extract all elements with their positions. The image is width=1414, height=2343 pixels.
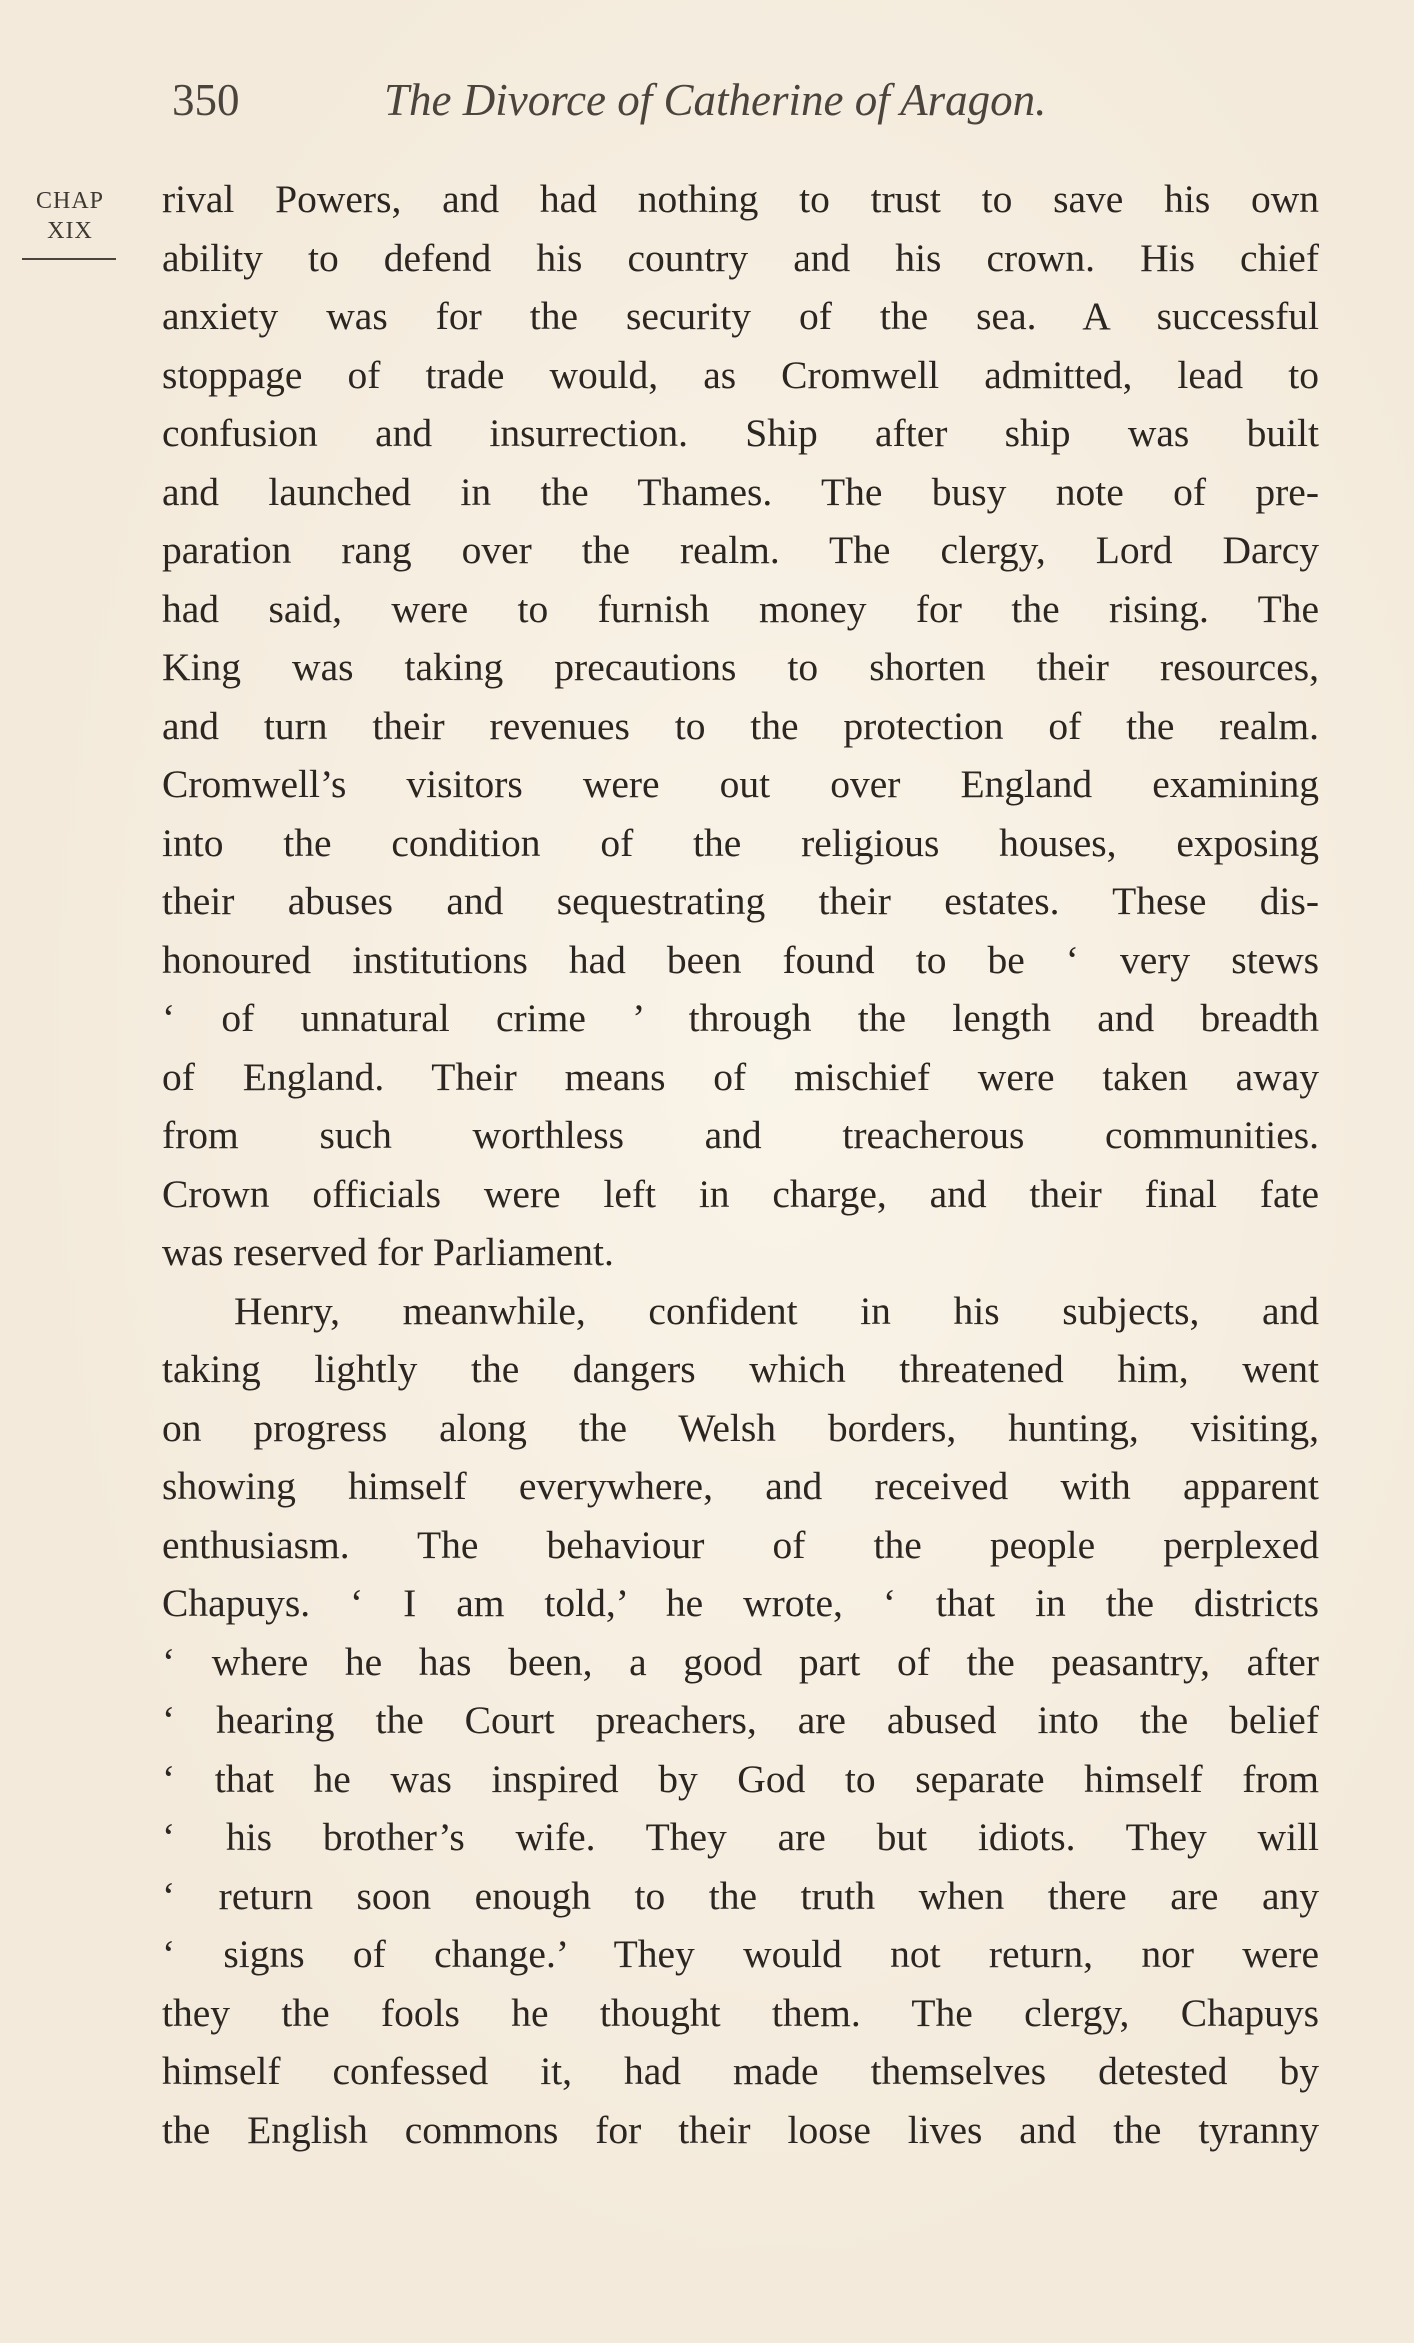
text-line: taking lightly the dangers which threatened him, went: [162, 1347, 1319, 1391]
paragraph-end-line: was reserved for Parliament.: [162, 1230, 614, 1274]
margin-rule: [22, 258, 116, 260]
text-line: honoured institutions had been found to be ‘ very stews: [162, 937, 1319, 982]
text-line: Crown officials were left in charge, and their final fate: [162, 1171, 1319, 1216]
text-line: and launched in the Thames. The busy note of pre-: [162, 469, 1319, 514]
chapter-margin-note: [22, 186, 118, 260]
body-text: [162, 170, 1319, 2159]
text-line: on progress along the Welsh borders, hunting, visiting,: [162, 1405, 1319, 1450]
running-head: [172, 60, 1132, 140]
text-line: they the fools he thought them. The clergy, Chapuys: [162, 1990, 1319, 2035]
text-line: their abuses and sequestrating their estates. These dis-: [162, 879, 1319, 923]
text-line: ‘ hearing the Court preachers, are abused into the belief: [162, 1698, 1319, 1742]
text-line: rival Powers, and had nothing to trust to save his own: [162, 177, 1319, 221]
text-line: the English commons for their loose lives and the tyranny: [162, 2107, 1319, 2152]
text-line: ‘ of unnatural crime ’ through the length and breadth: [162, 996, 1319, 1040]
text-line: had said, were to furnish money for the rising. The: [162, 586, 1319, 631]
text-line: from such worthless and treacherous communities.: [162, 1113, 1319, 1157]
text-line: ‘ return soon enough to the truth when there are any: [162, 1873, 1319, 1918]
text-line: King was taking precautions to shorten their resources,: [162, 645, 1319, 689]
text-line: ‘ signs of change.’ They would not return, nor were: [162, 1932, 1319, 1976]
text-line: into the condition of the religious houses, exposing: [162, 820, 1319, 865]
text-line: stoppage of trade would, as Cromwell admitted, lead to: [162, 352, 1319, 397]
chapter-label: CHAP: [35, 188, 105, 214]
text-line: Chapuys. ‘ I am told,’ he wrote, ‘ that in the districts: [162, 1581, 1319, 1625]
text-line: and turn their revenues to the protection of the realm.: [162, 703, 1319, 748]
text-line: paration rang over the realm. The clergy, Lord Darcy: [162, 528, 1319, 572]
text-line: ‘ that he was inspired by God to separate himself from: [162, 1756, 1319, 1801]
chapter-number: XIX: [47, 218, 93, 244]
text-line: of England. Their means of mischief were taken away: [162, 1054, 1319, 1099]
page-number: 350: [172, 75, 240, 125]
text-line: anxiety was for the security of the sea. A successful: [162, 294, 1319, 338]
text-line: ability to defend his country and his crown. His chief: [162, 235, 1319, 280]
running-title: The Divorce of Catherine of Aragon.: [384, 75, 1047, 125]
text-line: himself confessed it, had made themselves detested by: [162, 2049, 1319, 2093]
paragraph-start-line: Henry, meanwhile, confident in his subjects, and: [234, 1288, 1319, 1333]
text-line: enthusiasm. The behaviour of the people perplexed: [162, 1522, 1319, 1567]
text-line: Cromwell’s visitors were out over England examining: [162, 762, 1319, 806]
text-line: ‘ his brother’s wife. They are but idiots. They will: [162, 1815, 1319, 1859]
text-line: ‘ where he has been, a good part of the peasantry, after: [162, 1639, 1319, 1684]
text-line: confusion and insurrection. Ship after ship was built: [162, 411, 1319, 455]
text-line: showing himself everywhere, and received with apparent: [162, 1464, 1319, 1508]
